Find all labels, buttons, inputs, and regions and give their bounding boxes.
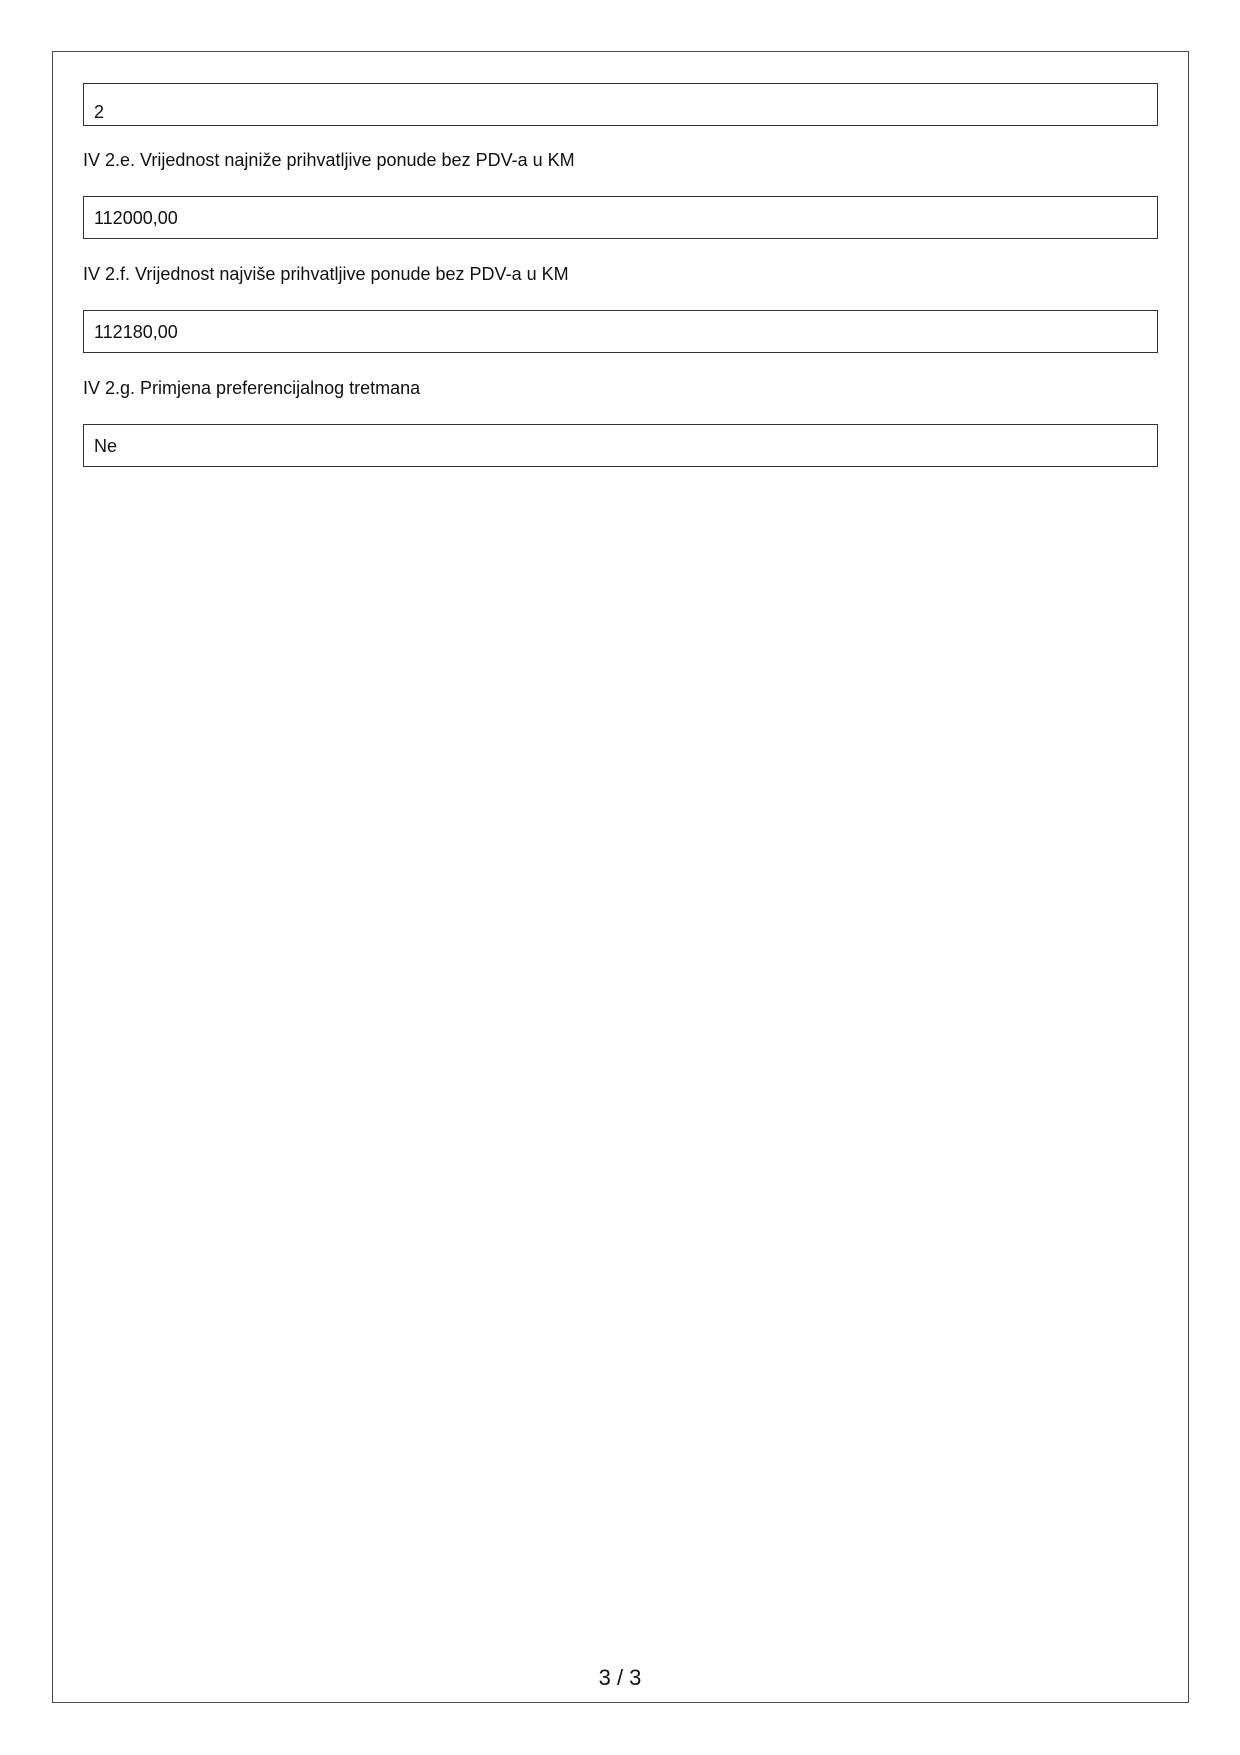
value-box-lowest-acceptable-offer xyxy=(83,196,1158,239)
value-text: 2 xyxy=(94,102,105,122)
page-frame xyxy=(52,51,1189,1703)
value-box-tenders-count xyxy=(83,83,1158,126)
value-box-preferential-treatment xyxy=(83,424,1158,467)
label-preferential-treatment: IV 2.g. Primjena preferencijalnog tretmana xyxy=(83,378,421,398)
value-text: Ne xyxy=(94,436,118,456)
label-highest-acceptable-offer: IV 2.f. Vrijednost najviše prihvatljive ponude bez PDV-a u KM xyxy=(83,264,569,284)
value-text: 112000,00 xyxy=(94,208,178,228)
value-box-highest-acceptable-offer xyxy=(83,310,1158,353)
page-number: 3 / 3 xyxy=(598,1665,642,1690)
label-lowest-acceptable-offer: IV 2.e. Vrijednost najniže prihvatljive ponude bez PDV-a u KM xyxy=(83,150,575,170)
value-text: 112180,00 xyxy=(94,322,178,342)
